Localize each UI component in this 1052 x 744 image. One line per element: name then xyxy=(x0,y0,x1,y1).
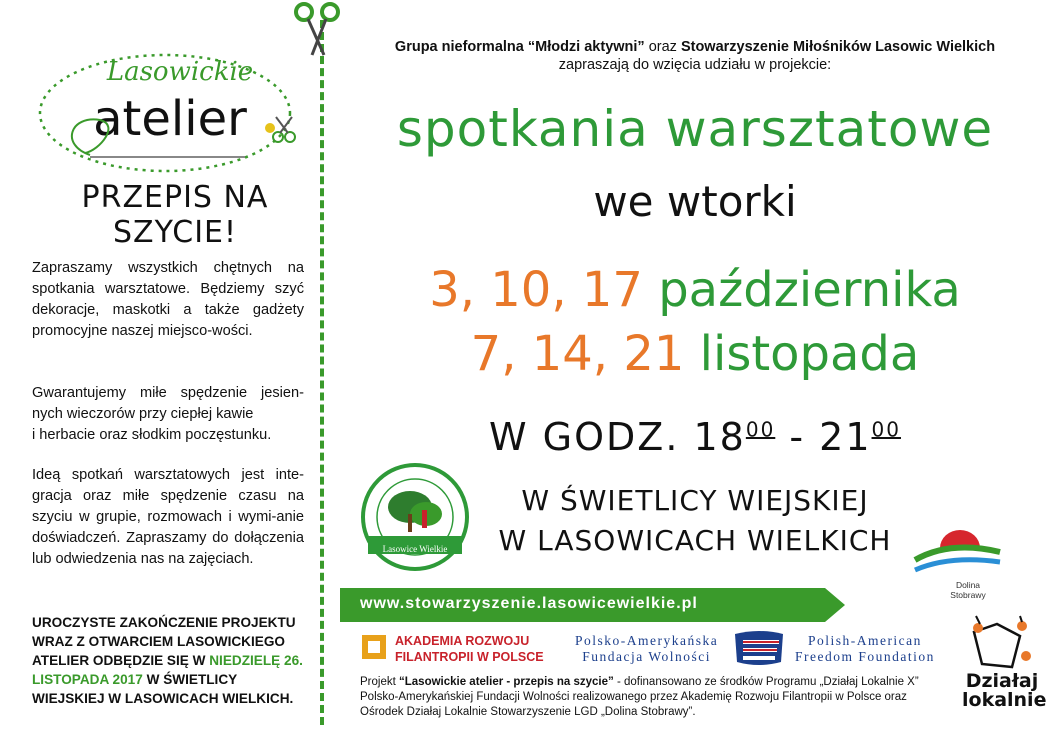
left-paragraph-3: Ideą spotkań warsztatowych jest inte-gracja oraz miłe spędzenie czasu na szyciu w grupie, rozmowach i wymi-anie doświadczeń. Zapraszamy do dołączenia lub odwiedzenia nas na zajęciach. xyxy=(32,467,304,567)
event-time xyxy=(345,415,1045,459)
closing-announcement xyxy=(32,613,304,708)
funding-footer xyxy=(360,675,935,720)
arfp-name xyxy=(395,633,544,665)
october-month: października xyxy=(658,262,961,318)
dashed-cut-line xyxy=(320,20,324,725)
dzialaj-word-2: lokalnie xyxy=(962,689,1047,711)
dolina-word-1: Dolina xyxy=(955,580,981,590)
button-icon xyxy=(265,123,275,133)
time-start: W GODZ. 18 xyxy=(489,415,746,459)
dolina-stobrawy-logo xyxy=(910,520,1010,580)
paff-line-1: Polish-American xyxy=(807,633,922,648)
logo-script-word: Lasowickie xyxy=(106,57,254,87)
event-subtitle: we wtorki xyxy=(593,177,797,226)
pafw-line-1: Polsko-Amerykańska xyxy=(575,633,719,648)
arfp-logo-icon xyxy=(360,633,388,661)
intro-line-2: zapraszają do wzięcia udziału w projekcie: xyxy=(558,57,832,73)
footer-a: Projekt xyxy=(360,676,399,688)
november-month: listopada xyxy=(699,326,920,382)
place-line-1: W ŚWIETLICY WIEJSKIEJ xyxy=(521,484,869,517)
time-end-minutes: 00 xyxy=(871,417,901,442)
lasowice-seal-logo xyxy=(360,462,470,572)
pafw-line-2: Fundacja Wolności xyxy=(582,649,711,664)
arfp-line-1: AKADEMIA ROZWOJU xyxy=(395,634,530,648)
logo-main-word: atelier xyxy=(93,91,247,147)
time-start-minutes: 00 xyxy=(745,417,776,442)
pafw-flag-icon xyxy=(733,628,785,668)
october-days: 3, 10, 17 xyxy=(429,262,643,318)
organizer-1: Grupa nieformalna “Młodzi aktywni” xyxy=(394,39,645,55)
organizer-2: Stowarzyszenie Miłośników Lasowic Wielkich xyxy=(680,39,996,55)
logo-graphic xyxy=(30,35,320,185)
event-title: spotkania warsztatowe xyxy=(396,100,994,158)
november-days: 7, 14, 21 xyxy=(470,326,685,382)
scissors-icon xyxy=(288,0,348,60)
time-end: - 21 xyxy=(775,415,872,459)
footer-project-name: “Lasowickie atelier - przepis na szycie” xyxy=(399,676,614,688)
closing-text-b: W ŚWIETLICY WIEJSKIEJ W LASOWICACH WIELKICH. xyxy=(32,672,294,706)
footer-line-2: Polsko-Amerykańskiej Fundacji Wolności realizowanego przez Akademię Rozwoju Filantropii w Polsce oraz xyxy=(360,691,907,703)
intro-and: oraz xyxy=(644,39,681,55)
footer-line-3: Ośrodek Działaj Lokalnie Stowarzyszenie LGD „Dolina Stobrawy”. xyxy=(360,706,696,718)
paff-name xyxy=(795,633,935,665)
dzialaj-word-1: Działaj xyxy=(965,670,1039,692)
closing-text-a: UROCZYSTE ZAKOŃCZENIE PROJEKTU WRAZ Z OTWARCIEM LASOWICKIEGO ATELIER ODBĘDZIE SIĘ W xyxy=(32,615,296,668)
left-paragraph-2 xyxy=(32,383,304,446)
place-line-2: W LASOWICACH WIELKICH xyxy=(498,524,892,557)
left-paragraph-2b: i herbacie oraz słodkim poczęstunku. xyxy=(32,427,272,443)
pafw-name xyxy=(575,633,718,665)
dzialaj-lokalnie-icon xyxy=(962,612,1037,672)
intro-text xyxy=(345,38,1045,74)
left-paragraph-1: Zapraszamy wszystkich chętnych na spotkania warsztatowe. Będziemy szyć dekoracje, maskotki a także gadżety promocyjne naszej miejsco-wości. xyxy=(32,260,304,339)
dolina-label xyxy=(938,580,998,600)
seal-label: Lasowice Wielkie xyxy=(382,544,448,554)
dolina-word-2: Stobrawy xyxy=(950,590,986,600)
logo-tagline: PRZEPIS NA SZYCIE! xyxy=(81,180,269,250)
paff-line-2: Freedom Foundation xyxy=(795,649,935,664)
dzialaj-lokalnie-text xyxy=(962,670,1047,711)
left-paragraph-2a: Gwarantujemy miłe spędzenie jesien-nych wieczorów przy ciepłej kawie xyxy=(32,385,304,422)
website-link[interactable]: www.stowarzyszenie.lasowicewielkie.pl xyxy=(360,595,698,612)
footer-c: - dofinansowano ze środków Programu „Działaj Lokalnie X” xyxy=(613,676,919,688)
closing-date: NIEDZIELĘ 26. LISTOPADA 2017 xyxy=(32,653,303,687)
arfp-line-2: FILANTROPII W POLSCE xyxy=(395,650,544,664)
event-dates xyxy=(345,258,1045,386)
